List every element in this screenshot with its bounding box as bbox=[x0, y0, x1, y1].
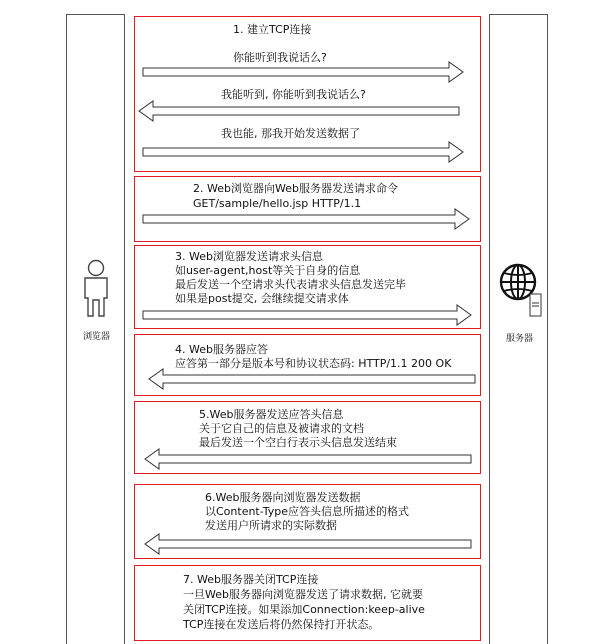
step-1-title: 1. 建立TCP连接 bbox=[233, 23, 312, 36]
arrow-right-icon bbox=[143, 208, 469, 230]
step-3-line-2: 最后发送一个空请求头代表请求头信息发送完毕 bbox=[175, 278, 406, 291]
step-4-line-1: 应答第一部分是版本号和协议状态码: HTTP/1.1 200 OK bbox=[175, 357, 452, 370]
arrow-left-icon bbox=[145, 533, 471, 555]
globe-server-icon bbox=[498, 262, 546, 320]
arrow-right-icon bbox=[143, 141, 463, 163]
step-3-send-request-headers bbox=[134, 245, 481, 329]
step-5-send-response-headers bbox=[134, 401, 481, 474]
step-4-title: 4. Web服务器应答 bbox=[175, 343, 268, 356]
browser-label: 浏览器 bbox=[82, 332, 110, 342]
step-3-line-1: 如user-agent,host等关于自身的信息 bbox=[175, 264, 361, 277]
step-2-title: 2. Web浏览器向Web服务器发送请求命令 bbox=[193, 182, 398, 195]
step-6-line-2: 发送用户所请求的实际数据 bbox=[205, 519, 337, 532]
step-2-send-request-command bbox=[134, 176, 481, 242]
step-7-line-3: TCP连接在发送后将仍然保持打开状态。 bbox=[183, 618, 380, 631]
step-5-title: 5.Web服务器发送应答头信息 bbox=[199, 408, 344, 421]
arrow-left-icon bbox=[149, 368, 475, 390]
step-1-tcp-handshake bbox=[134, 16, 481, 172]
step-7-line-1: 一旦Web服务器向浏览器发送了请求数据, 它就要 bbox=[183, 588, 423, 601]
step-1-message-3: 我也能, 那我开始发送数据了 bbox=[221, 127, 360, 140]
step-7-title: 7. Web服务器关闭TCP连接 bbox=[183, 573, 319, 586]
step-6-send-data bbox=[134, 484, 481, 559]
arrow-left-icon bbox=[139, 100, 459, 122]
arrow-right-icon bbox=[143, 304, 471, 326]
person-icon bbox=[81, 259, 111, 317]
step-1-message-1: 你能听到我说话么? bbox=[233, 51, 327, 64]
step-2-line-1: GET/sample/hello.jsp HTTP/1.1 bbox=[193, 197, 362, 210]
step-6-title: 6.Web服务器向浏览器发送数据 bbox=[205, 491, 361, 504]
step-1-message-2: 我能听到, 你能听到我说话么? bbox=[221, 88, 366, 101]
step-7-line-2: 关闭TCP连接。如果添加Connection:keep-alive bbox=[183, 603, 425, 616]
step-5-line-2: 最后发送一个空白行表示头信息发送结束 bbox=[199, 436, 397, 449]
step-7-close-connection bbox=[134, 565, 481, 641]
step-3-line-3: 如果是post提交, 会继续提交请求体 bbox=[175, 292, 349, 305]
step-4-server-response bbox=[134, 334, 481, 396]
arrow-right-icon bbox=[143, 61, 463, 83]
server-label: 服务器 bbox=[505, 334, 533, 344]
browser-column bbox=[66, 14, 125, 644]
step-5-line-1: 关于它自己的信息及被请求的文档 bbox=[199, 422, 364, 435]
arrow-left-icon bbox=[145, 448, 471, 470]
step-3-title: 3. Web浏览器发送请求头信息 bbox=[175, 250, 323, 263]
server-column bbox=[489, 14, 548, 644]
step-6-line-1: 以Content-Type应答头信息所描述的格式 bbox=[205, 505, 409, 518]
